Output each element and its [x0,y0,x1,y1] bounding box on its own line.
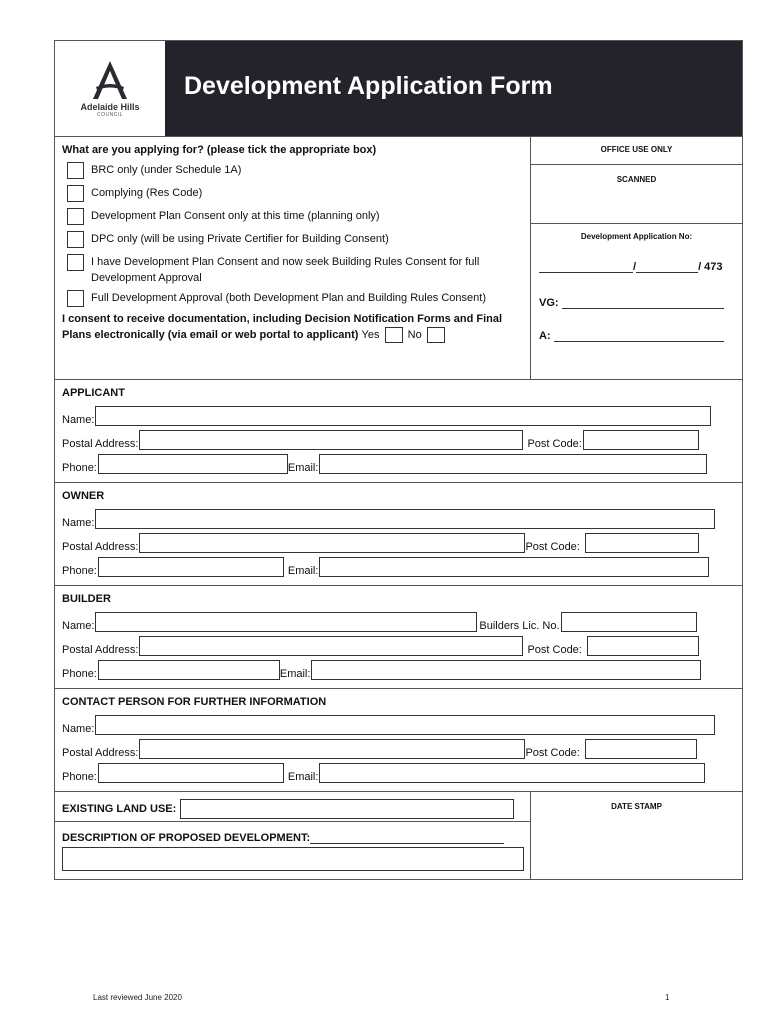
builder-name-field[interactable] [95,612,477,632]
application-options [55,137,531,379]
builder-postcode-label: Post Code: [527,644,582,656]
builder-address-row [62,632,735,656]
dev-app-number-label: Development Application No: [580,232,693,241]
option-brc-after-dpc [62,254,524,286]
page-number: 1 [665,993,670,1002]
consent-yes-checkbox[interactable] [385,327,403,343]
office-use-panel [531,137,742,379]
dev-app-number-blank-2[interactable] [636,263,698,273]
builder-contact-row [62,656,735,680]
owner-phone-label: Phone: [62,565,97,577]
builder-postal-label: Postal Address: [62,644,139,656]
office-use-title: OFFICE USE ONLY [531,137,742,165]
owner-postal-label: Postal Address: [62,541,139,553]
owner-name-row [62,505,735,529]
owner-postcode-field[interactable] [585,533,699,553]
applicant-phone-field[interactable] [98,454,288,474]
description-row [55,822,530,871]
contact-name-row [62,711,735,735]
contact-email-field[interactable] [319,763,705,783]
description-field[interactable] [62,847,524,871]
option-brc [62,162,524,179]
option-dpc-planning-label: Development Plan Consent only at this time (planning only) [91,210,380,222]
builder-postal-field[interactable] [139,636,523,656]
builder-title: BUILDER [62,593,111,605]
mountain-logo-icon [87,59,133,101]
contact-title: CONTACT PERSON FOR FURTHER INFORMATION [62,696,327,708]
option-complying [62,185,524,202]
page-title: Development Application Form [165,41,742,136]
applicant-postcode-label: Post Code: [527,438,582,450]
dev-app-number-slash: / [633,261,637,273]
applicant-postal-field[interactable] [139,430,523,450]
option-dpc-planning [62,208,524,225]
contact-email-label: Email: [287,771,319,783]
option-full-approval-label: Full Development Approval (both Development Plan and Building Rules Consent) [91,292,487,304]
option-complying-checkbox[interactable] [67,185,84,202]
option-complying-label: Complying (Res Code) [91,187,203,199]
builder-phone-label: Phone: [62,668,97,680]
contact-section [55,689,742,792]
contact-name-label: Name: [62,723,95,735]
contact-postcode-label: Post Code: [525,747,580,759]
consent-yes-label: Yes [361,329,380,341]
vg-line [539,297,734,309]
owner-section [55,483,742,586]
application-form [54,40,743,880]
applicant-title: APPLICANT [62,387,125,399]
applying-question: What are you applying for? (please tick the appropriate box) [62,144,377,156]
a-label: A: [539,330,551,342]
option-brc-label: BRC only (under Schedule 1A) [91,164,242,176]
existing-land-use-label: EXISTING LAND USE: [62,803,177,815]
owner-phone-field[interactable] [98,557,284,577]
a-blank[interactable] [554,332,724,342]
logo-name: Adelaide Hills [80,102,140,112]
contact-address-row [62,735,735,759]
builder-postcode-field[interactable] [587,636,699,656]
applicant-email-label: Email: [287,462,319,474]
owner-contact-row [62,553,735,577]
applicant-name-label: Name: [62,414,95,426]
applicant-name-field[interactable] [95,406,711,426]
vg-blank[interactable] [562,299,724,309]
land-use-section [55,792,742,879]
builder-name-label: Name: [62,620,95,632]
owner-name-field[interactable] [95,509,715,529]
option-dpc-planning-checkbox[interactable] [67,208,84,225]
option-dpc-private [62,231,524,248]
description-underline [310,834,504,844]
contact-phone-label: Phone: [62,771,97,783]
dev-app-number-box [531,224,742,379]
contact-phone-field[interactable] [98,763,284,783]
council-logo [55,41,165,136]
contact-postal-field[interactable] [139,739,525,759]
option-full-approval-checkbox[interactable] [67,290,84,307]
option-brc-checkbox[interactable] [67,162,84,179]
consent-text: I consent to receive documentation, including Decision Notification Forms and Final Plans electronically (via email or web portal to applicant) [62,313,503,341]
owner-postal-field[interactable] [139,533,525,553]
electronic-consent [62,311,524,343]
applicant-name-row [62,402,735,426]
contact-contact-row [62,759,735,783]
a-line [539,330,734,342]
builder-section [55,586,742,689]
owner-postcode-label: Post Code: [525,541,580,553]
existing-land-use-row [55,792,530,822]
owner-email-label: Email: [287,565,319,577]
dev-app-number-suffix: / 473 [698,261,723,273]
option-brc-after-dpc-label: I have Development Plan Consent and now seek Building Rules Consent for full Development Approval [91,256,480,284]
dev-app-number-line [539,261,734,273]
option-full-approval [62,290,524,307]
date-stamp-box: DATE STAMP [611,802,662,811]
form-header [55,41,742,137]
existing-land-use-field[interactable] [180,799,514,819]
builder-email-field[interactable] [311,660,701,680]
last-reviewed: Last reviewed June 2020 [93,993,182,1002]
application-type-section [55,137,742,380]
applicant-contact-row [62,450,735,474]
logo-subtitle: COUNCIL [96,112,123,118]
applicant-section [55,380,742,483]
consent-no-checkbox[interactable] [427,327,445,343]
owner-address-row [62,529,735,553]
land-use-panel [55,792,531,879]
option-dpc-private-label: DPC only (will be using Private Certifier for Building Consent) [91,233,389,245]
option-brc-after-dpc-checkbox[interactable] [67,254,84,271]
applicant-postal-label: Postal Address: [62,438,139,450]
applicant-email-field[interactable] [319,454,707,474]
option-dpc-private-checkbox[interactable] [67,231,84,248]
applicant-phone-label: Phone: [62,462,97,474]
contact-postal-label: Postal Address: [62,747,139,759]
vg-label: VG: [539,297,559,309]
owner-name-label: Name: [62,517,95,529]
builder-email-label: Email: [279,668,311,680]
builder-phone-field[interactable] [98,660,280,680]
builder-name-row [62,608,735,632]
builder-lic-label: Builders Lic. No. [479,620,560,632]
applicant-address-row [62,426,735,450]
description-label: DESCRIPTION OF PROPOSED DEVELOPMENT: [62,832,311,844]
contact-postcode-field[interactable] [585,739,697,759]
builder-lic-field[interactable] [561,612,697,632]
owner-email-field[interactable] [319,557,709,577]
scanned-label: SCANNED [531,165,742,224]
contact-name-field[interactable] [95,715,715,735]
dev-app-number-blank-1[interactable] [539,263,633,273]
applicant-postcode-field[interactable] [583,430,699,450]
owner-title: OWNER [62,490,105,502]
consent-no-label: No [407,329,422,341]
